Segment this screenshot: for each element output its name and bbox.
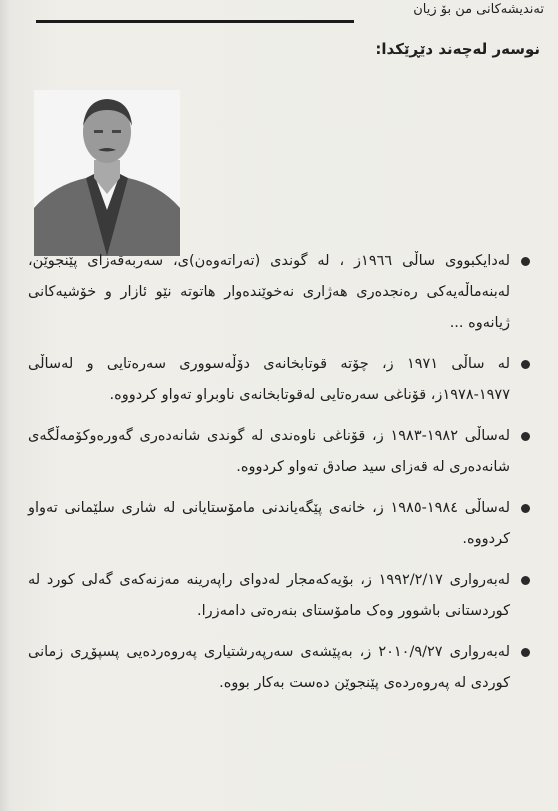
- bio-text: لەدایکبووی ساڵی ١٩٦٦ز ، لە گوندی (تەراتەوەن)ی، سەربەقەزای پێنجوێن، لەبنەماڵەیەکی رەنجدەری هەژاری نەخوێندەوار هاتوتە نێو ئازار و خۆشیەکانی ژیانەوە ...: [28, 253, 510, 331]
- list-item: [28, 493, 534, 555]
- bullet-icon: [521, 432, 530, 441]
- list-item: [28, 421, 534, 483]
- bullet-icon: [521, 576, 530, 585]
- bio-text: لەساڵی ١٩٨٤-١٩٨٥ ز، خانەی پێگەیاندنی مامۆستایانی لە شاری سلێمانی تەواو کردووە.: [28, 500, 511, 547]
- list-item: [28, 565, 534, 627]
- bio-text: لەبەرواری ٢٠١٠/٩/٢٧ ز، بەپێشەی سەرپەرشتیاری پەروەردەیی پسپۆڕی زمانی کوردی لە پەروەردەی پێنجوێن دەست بەکار بووە.: [28, 644, 510, 691]
- bio-text: لەساڵی ١٩٨٢-١٩٨٣ ز، قۆناغی ناوەندی لە گوندی شانەدەری گەورەوکۆمەڵگەی شانەدەری لە قەزای سید صادق تەواو کردووە.: [28, 428, 511, 475]
- bullet-icon: [521, 360, 530, 369]
- bullet-icon: [521, 257, 530, 266]
- bio-text: لەبەرواری ١٩٩٢/٢/١٧ ز، بۆیەکەمجار لەدوای راپەرینە مەزنەکەی گەلی کورد لە کوردستانی باشوور وەک مامۆستای بنەرەتی دامەزرا.: [28, 572, 511, 619]
- section-heading: نوسەر لەچەند دێڕێکدا:: [375, 40, 540, 58]
- list-item: [28, 637, 534, 699]
- header-rule: [36, 20, 354, 23]
- running-head: تەندیشەکانی من بۆ زیان: [413, 2, 544, 17]
- list-item: [28, 349, 534, 411]
- bio-text: لە ساڵی ١٩٧١ ز، چۆتە قوتابخانەی دۆڵەسووری سەرەتایی و لەساڵی ١٩٧٧-١٩٧٨ز، قۆناغی سەرەتایی لەقوتابخانەی ناوبراو تەواو کردووە.: [28, 356, 510, 403]
- bullet-icon: [521, 504, 530, 513]
- bullet-icon: [521, 648, 530, 657]
- bio-list: [28, 246, 534, 709]
- list-item: [28, 246, 534, 339]
- author-photo: [34, 90, 180, 256]
